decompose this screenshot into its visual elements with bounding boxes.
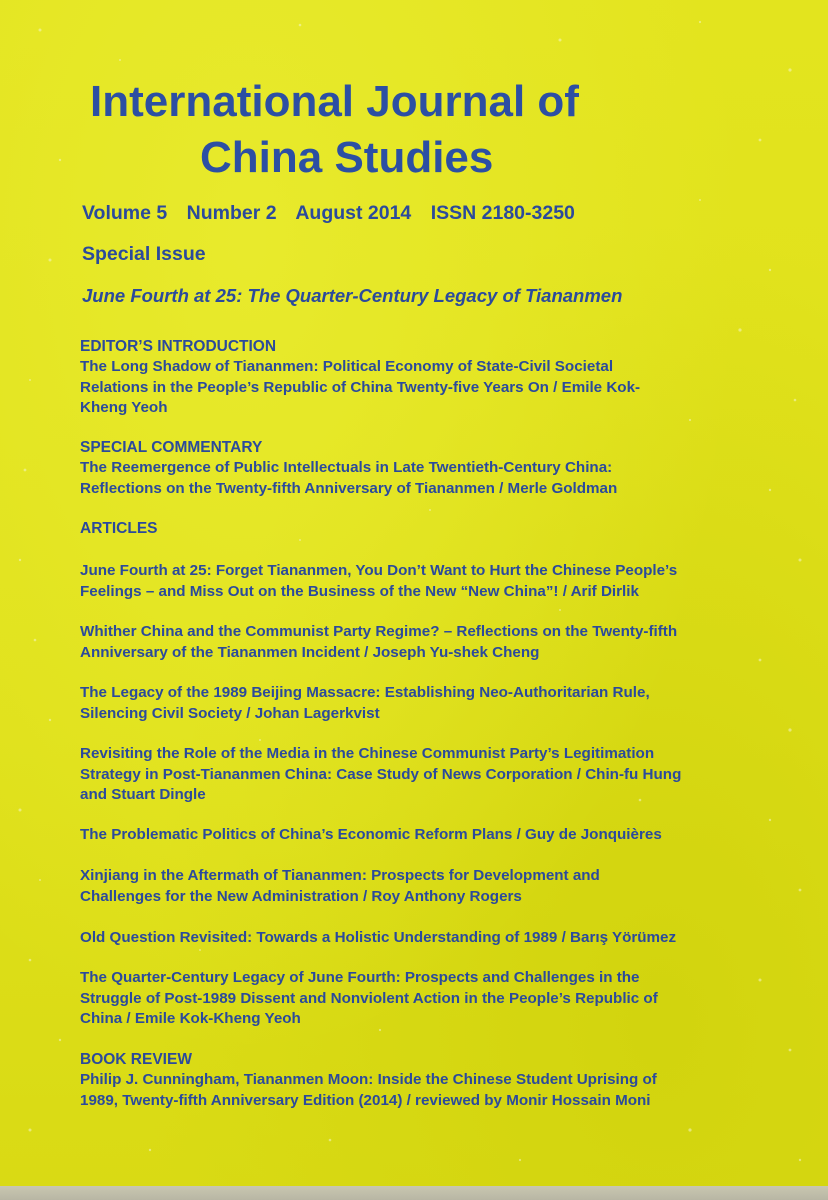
- article-entry: [80, 928, 740, 949]
- special-issue-label: Special Issue: [82, 243, 206, 265]
- entry-line: Old Question Revisited: Towards a Holistic Understanding of 1989 / Barış Yörümez: [80, 929, 677, 946]
- journal-title-line2: China Studies: [200, 133, 494, 182]
- number: Number 2: [186, 202, 277, 224]
- entry-line: Relations in the People’s Republic of China Twenty-five Years On / Emile Kok-: [80, 378, 641, 396]
- entry-line: Kheng Yeoh: [80, 399, 168, 416]
- section-heading: SPECIAL COMMENTARY: [80, 439, 263, 456]
- toc-entry: [80, 1070, 740, 1111]
- entry-line: Anniversary of the Tiananmen Incident / Joseph Yu-shek Cheng: [80, 643, 540, 661]
- entry-line: The Legacy of the 1989 Beijing Massacre: Establishing Neo-Authoritarian Rule,: [80, 684, 650, 701]
- entry-line: The Reemergence of Public Intellectuals in Late Twentieth-Century China:: [80, 459, 613, 476]
- journal-title-line1: International Journal of: [90, 77, 579, 126]
- toc-entry: [80, 357, 740, 419]
- article-entry: [80, 561, 740, 602]
- entry-line: Feelings – and Miss Out on the Business of the New “New China”! / Arif Dirlik: [80, 582, 639, 600]
- article-entry: [80, 866, 740, 907]
- entry-line: Struggle of Post-1989 Dissent and Nonviolent Action in the People’s Republic of: [80, 989, 658, 1007]
- cover-bottom-edge: [0, 1186, 828, 1200]
- articles-section: [80, 518, 740, 539]
- special-commentary-section: [80, 437, 740, 499]
- section-heading: ARTICLES: [80, 520, 158, 537]
- article-entry: [80, 825, 740, 846]
- book-review-section: [80, 1049, 740, 1111]
- editors-introduction-section: [80, 336, 740, 419]
- volume: Volume 5: [82, 202, 168, 224]
- entry-line: June Fourth at 25: Forget Tiananmen, You Don’t Want to Hurt the Chinese People’s: [80, 562, 678, 579]
- entry-line: Challenges for the New Administration / Roy Anthony Rogers: [80, 887, 522, 905]
- issue-theme: June Fourth at 25: The Quarter-Century Legacy of Tiananmen: [82, 285, 623, 306]
- entry-line: Revisiting the Role of the Media in the Chinese Communist Party’s Legitimation: [80, 745, 655, 762]
- article-entry: [80, 744, 740, 806]
- entry-line: Strategy in Post-Tiananmen China: Case Study of News Corporation / Chin-fu Hung: [80, 765, 682, 783]
- entry-line: Reflections on the Twenty-fifth Anniversary of Tiananmen / Merle Goldman: [80, 479, 618, 497]
- entry-line: Philip J. Cunningham, Tiananmen Moon: Inside the Chinese Student Uprising of: [80, 1071, 657, 1088]
- section-heading: BOOK REVIEW: [80, 1051, 192, 1068]
- date: August 2014: [295, 202, 412, 224]
- entry-line: The Long Shadow of Tiananmen: Political Economy of State-Civil Societal: [80, 358, 614, 375]
- entry-line: The Quarter-Century Legacy of June Fourth: Prospects and Challenges in the: [80, 969, 640, 986]
- article-entry: [80, 622, 740, 663]
- entry-line: and Stuart Dingle: [80, 786, 206, 803]
- entry-line: Silencing Civil Society / Johan Lagerkvist: [80, 704, 380, 722]
- entry-line: The Problematic Politics of China’s Economic Reform Plans / Guy de Jonquières: [80, 826, 662, 843]
- issue-meta: [82, 202, 589, 225]
- entry-line: 1989, Twenty-fifth Anniversary Edition (2014) / reviewed by Monir Hossain Moni: [80, 1091, 651, 1109]
- section-heading: EDITOR’S INTRODUCTION: [80, 338, 277, 355]
- entry-line: China / Emile Kok-Kheng Yeoh: [80, 1010, 301, 1027]
- article-entry: [80, 683, 740, 724]
- entry-line: Whither China and the Communist Party Regime? – Reflections on the Twenty-fifth: [80, 623, 678, 640]
- issn: ISSN 2180-3250: [430, 202, 575, 224]
- article-entry: [80, 968, 740, 1030]
- toc-entry: [80, 458, 740, 499]
- entry-line: Xinjiang in the Aftermath of Tiananmen: Prospects for Development and: [80, 867, 600, 884]
